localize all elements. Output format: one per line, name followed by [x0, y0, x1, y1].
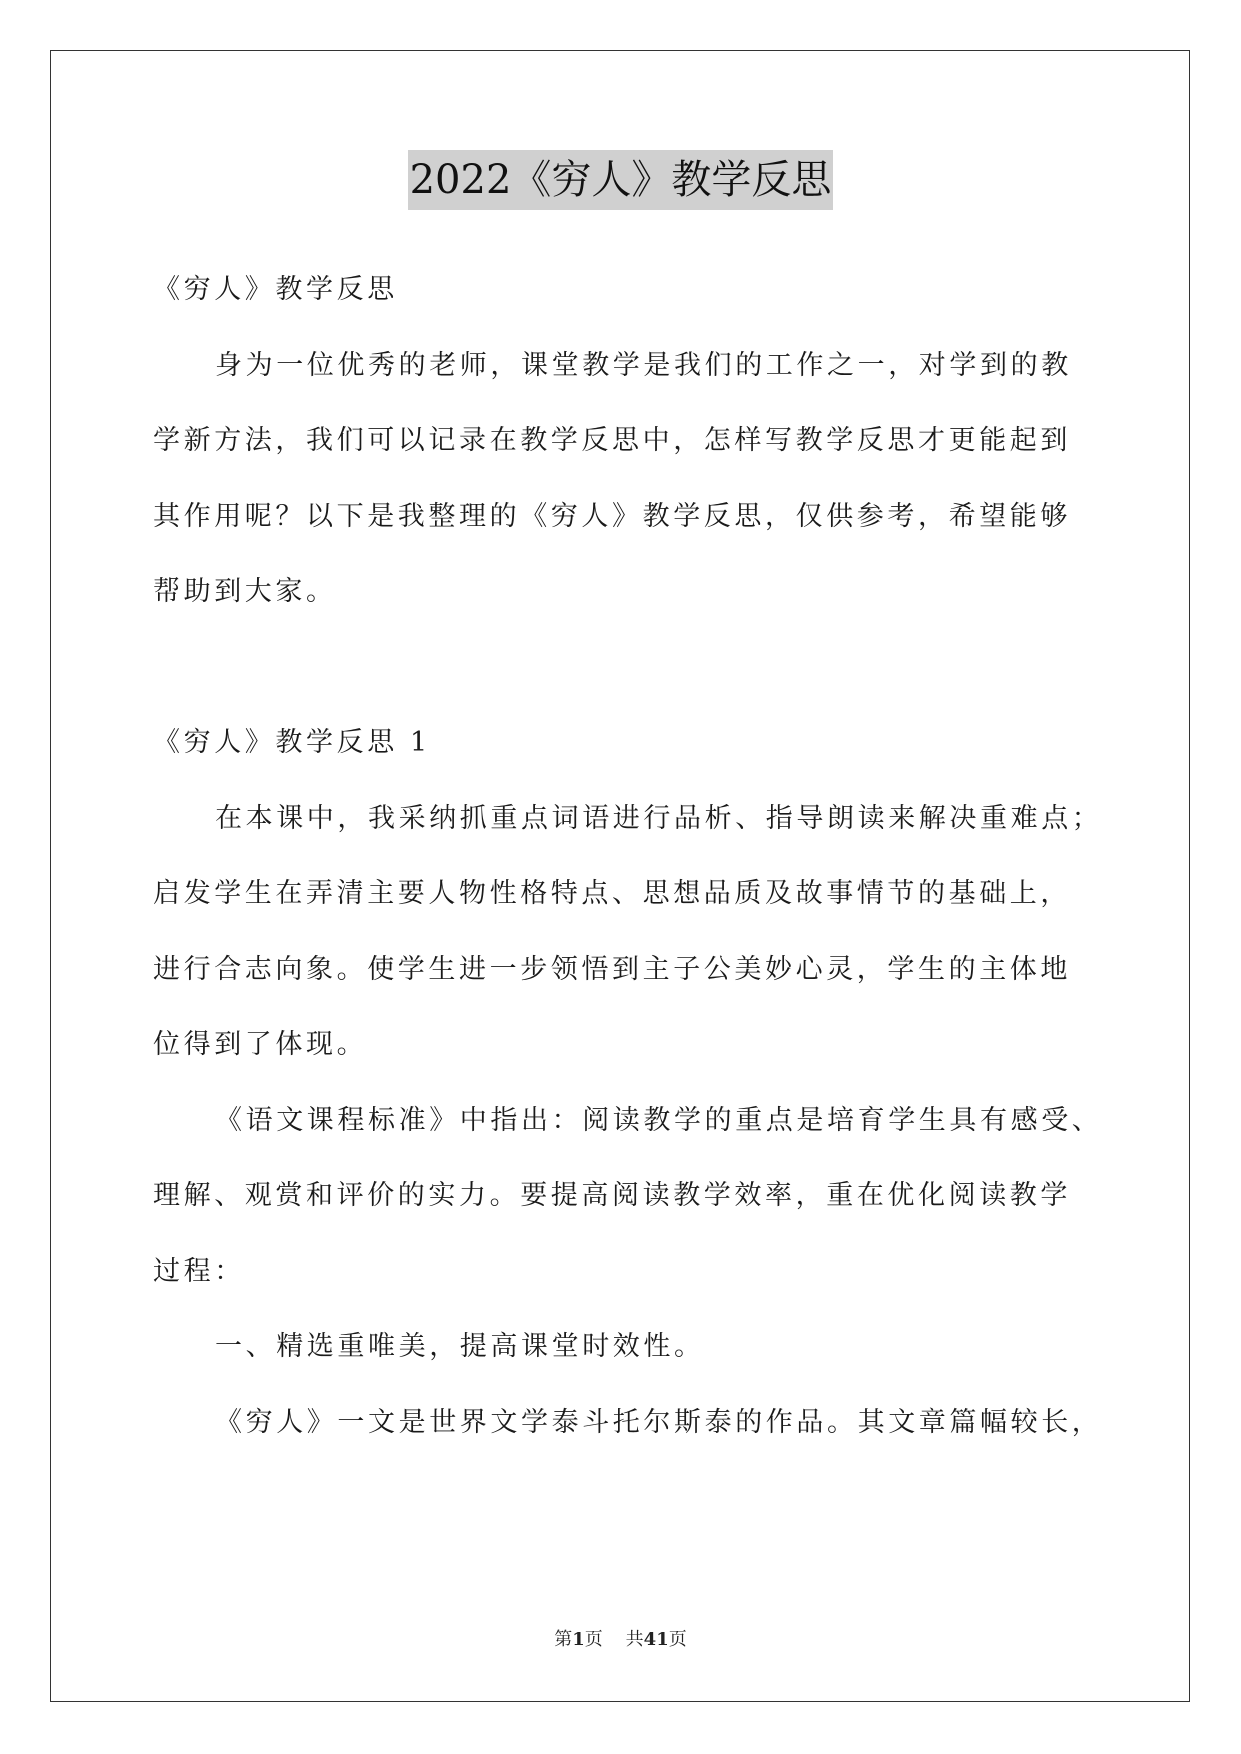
- text-line: 《穷人》教学反思 1: [153, 727, 431, 758]
- text-line: 《穷人》一文是世界文学泰斗托尔斯泰的作品。其文章篇幅较长，: [215, 1406, 1103, 1438]
- text-line: 在本课中，我采纳抓重点词语进行品析、指导朗读来解决重难点；: [215, 802, 1103, 834]
- page-footer: [0, 1625, 1241, 1651]
- title-container: [0, 150, 1241, 210]
- text-line: 理解、观赏和评价的实力。要提高阅读教学效率，重在优化阅读教学: [153, 1180, 1071, 1211]
- text-line: 《语文课程标准》中指出：阅读教学的重点是培育学生具有感受、: [215, 1104, 1103, 1136]
- text-line: 过程：: [153, 1255, 245, 1287]
- footer-page-prefix: 第: [554, 1629, 573, 1650]
- footer-total-pages: 41: [643, 1629, 669, 1650]
- document-body: [153, 252, 1103, 1460]
- footer-page-suffix: 页: [584, 1629, 603, 1650]
- text-line: 帮助到大家。: [153, 576, 337, 607]
- text-line: 位得到了体现。: [153, 1029, 368, 1060]
- text-line: 一、精选重唯美，提高课堂时效性。: [215, 1331, 705, 1362]
- blank-line: [153, 630, 1093, 706]
- text-line: 《穷人》教学反思: [153, 274, 398, 305]
- document-title: 2022《穷人》教学反思: [408, 150, 834, 210]
- text-line: 进行合志向象。使学生进一步领悟到主子公美妙心灵，学生的主体地: [153, 953, 1071, 985]
- footer-total-prefix: 共: [625, 1629, 644, 1650]
- text-line: 启发学生在弄清主要人物性格特点、思想品质及故事情节的基础上，: [153, 878, 1071, 909]
- footer-total-suffix: 页: [668, 1629, 687, 1650]
- text-line: 身为一位优秀的老师，课堂教学是我们的工作之一，对学到的教: [215, 349, 1072, 381]
- text-line: 学新方法，我们可以记录在教学反思中，怎样写教学反思才更能起到: [153, 425, 1071, 456]
- text-line: 其作用呢？以下是我整理的《穷人》教学反思，仅供参考，希望能够: [153, 500, 1071, 532]
- footer-page-number: 1: [572, 1629, 585, 1650]
